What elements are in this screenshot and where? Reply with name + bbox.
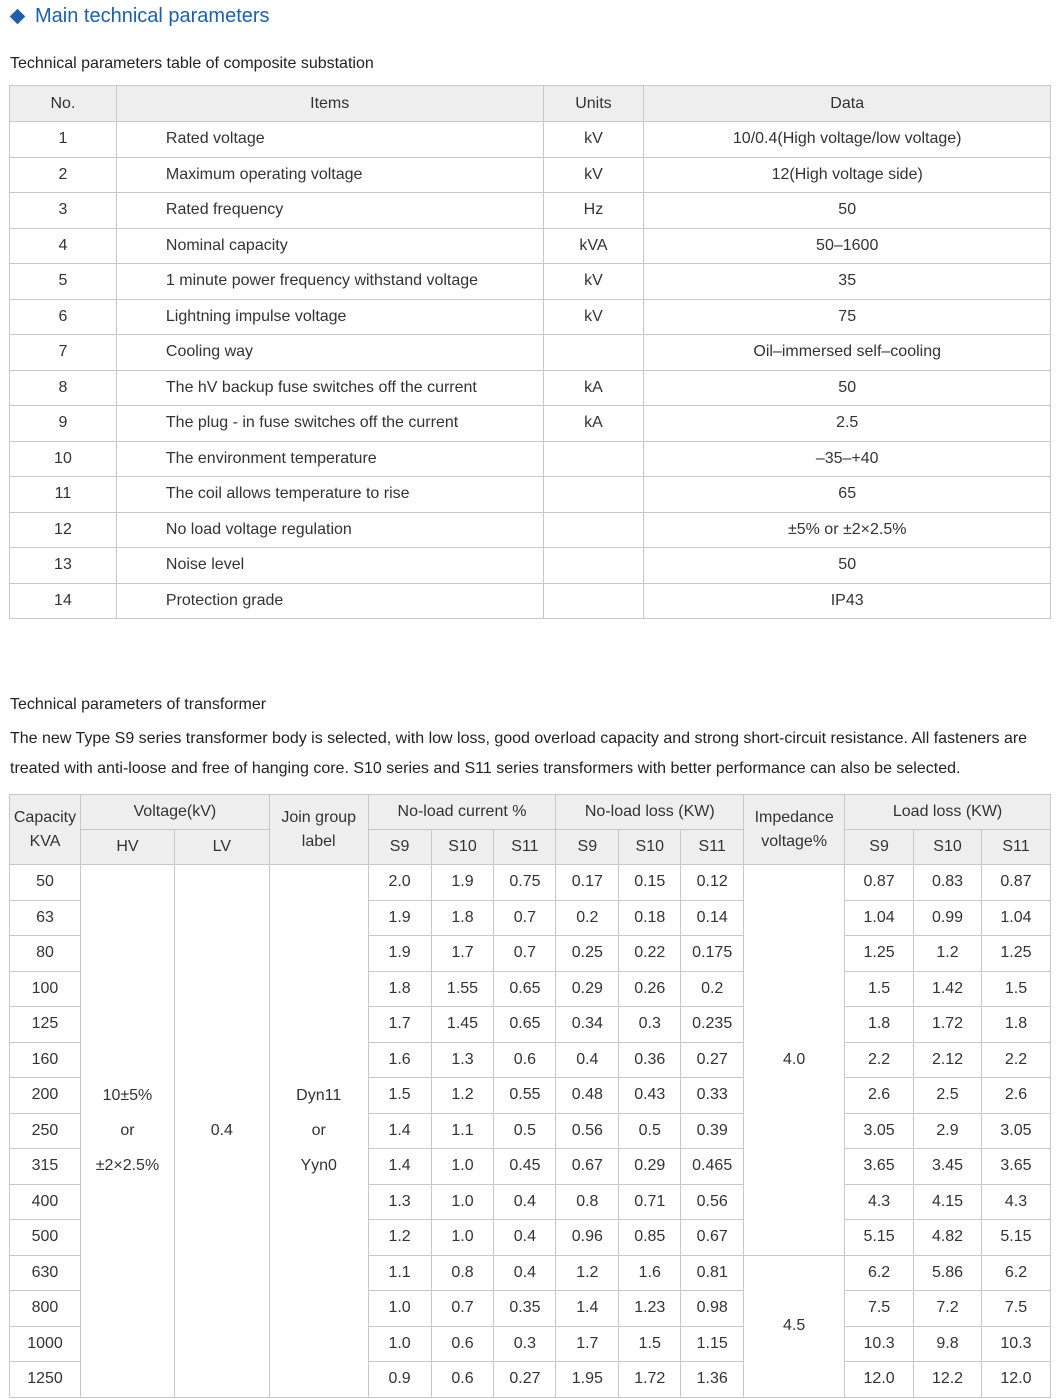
table1-row — [10, 122, 1051, 158]
cell-noload-loss: 0.33 — [681, 1078, 744, 1114]
cell-noload-loss: 0.25 — [556, 936, 619, 972]
cell-noload-current: 1.0 — [431, 1220, 494, 1256]
cell-noload-current: 1.1 — [431, 1113, 494, 1149]
row-no: 5 — [10, 264, 117, 300]
row-unit: kV — [543, 157, 644, 193]
cell-lv-merged: 0.4 — [174, 865, 269, 1398]
hv-value-line: or — [120, 1122, 135, 1140]
cell-capacity: 100 — [10, 971, 81, 1007]
cell-noload-current: 0.65 — [494, 971, 556, 1007]
cell-noload-loss: 0.4 — [556, 1042, 619, 1078]
transformer-parameters-table — [9, 794, 1051, 1398]
cell-load-loss: 3.05 — [981, 1113, 1050, 1149]
cell-load-loss: 4.82 — [914, 1220, 982, 1256]
cell-capacity: 400 — [10, 1184, 81, 1220]
row-no: 11 — [10, 477, 117, 513]
row-item: Noise level — [116, 548, 543, 584]
row-item: Maximum operating voltage — [116, 157, 543, 193]
cell-load-loss: 1.2 — [914, 936, 982, 972]
cell-noload-current: 1.0 — [431, 1184, 494, 1220]
cell-noload-loss: 0.18 — [619, 900, 681, 936]
table2-caption: Technical parameters of transformer — [10, 696, 267, 713]
header-impedance — [744, 795, 845, 865]
row-no: 3 — [10, 193, 117, 229]
cell-load-loss: 3.65 — [981, 1149, 1050, 1185]
header-noload-loss: No-load loss (KW) — [556, 795, 744, 830]
row-no: 14 — [10, 583, 117, 619]
cell-load-loss: 2.2 — [981, 1042, 1050, 1078]
cell-noload-current: 0.9 — [368, 1362, 431, 1398]
cell-load-loss: 6.2 — [981, 1255, 1050, 1291]
cell-noload-current: 2.0 — [368, 865, 431, 901]
header-ll-s10: S10 — [914, 830, 982, 865]
row-no: 7 — [10, 335, 117, 371]
cell-load-loss: 1.25 — [845, 936, 914, 972]
cell-noload-current: 1.7 — [431, 936, 494, 972]
row-data: IP43 — [644, 583, 1051, 619]
row-unit: Hz — [543, 193, 644, 229]
cell-noload-current: 0.75 — [494, 865, 556, 901]
header-hv: HV — [80, 830, 174, 865]
table1-row — [10, 193, 1051, 229]
cell-noload-loss: 0.8 — [556, 1184, 619, 1220]
cell-noload-loss: 0.2 — [556, 900, 619, 936]
cell-load-loss: 12.0 — [981, 1362, 1050, 1398]
cell-load-loss: 6.2 — [845, 1255, 914, 1291]
cell-noload-loss: 0.67 — [556, 1149, 619, 1185]
cell-noload-current: 0.35 — [494, 1291, 556, 1327]
cell-noload-loss: 0.235 — [681, 1007, 744, 1043]
row-data: ±5% or ±2×2.5% — [644, 512, 1051, 548]
row-no: 10 — [10, 441, 117, 477]
cell-noload-current: 0.65 — [494, 1007, 556, 1043]
cell-load-loss: 10.3 — [981, 1326, 1050, 1362]
cell-load-loss: 2.6 — [845, 1078, 914, 1114]
cell-load-loss: 12.0 — [845, 1362, 914, 1398]
cell-noload-loss: 0.98 — [681, 1291, 744, 1327]
header-join-line1: Join group — [281, 808, 357, 826]
substation-parameters-table — [9, 85, 1051, 619]
row-data: 50 — [644, 370, 1051, 406]
cell-load-loss: 2.9 — [914, 1113, 982, 1149]
cell-load-loss: 1.8 — [845, 1007, 914, 1043]
cell-noload-loss: 1.2 — [556, 1255, 619, 1291]
row-no: 9 — [10, 406, 117, 442]
cell-load-loss: 12.2 — [914, 1362, 982, 1398]
cell-noload-loss: 1.95 — [556, 1362, 619, 1398]
cell-capacity: 125 — [10, 1007, 81, 1043]
hv-value-line: ±2×2.5% — [95, 1157, 160, 1175]
cell-noload-current: 1.6 — [368, 1042, 431, 1078]
cell-noload-loss: 0.36 — [619, 1042, 681, 1078]
header-capacity — [10, 795, 81, 865]
header-ll-s9: S9 — [845, 830, 914, 865]
cell-load-loss: 5.86 — [914, 1255, 982, 1291]
table1-row — [10, 583, 1051, 619]
cell-noload-current: 1.5 — [368, 1078, 431, 1114]
cell-load-loss: 0.99 — [914, 900, 982, 936]
cell-noload-current: 0.8 — [431, 1255, 494, 1291]
cell-load-loss: 7.5 — [845, 1291, 914, 1327]
cell-load-loss: 4.3 — [981, 1184, 1050, 1220]
cell-load-loss: 10.3 — [845, 1326, 914, 1362]
row-item: The environment temperature — [116, 441, 543, 477]
table1-row — [10, 370, 1051, 406]
table2-row — [10, 865, 1051, 901]
cell-noload-current: 1.1 — [368, 1255, 431, 1291]
cell-capacity: 200 — [10, 1078, 81, 1114]
row-unit: kVA — [543, 228, 644, 264]
cell-noload-loss: 0.26 — [619, 971, 681, 1007]
table1-row — [10, 157, 1051, 193]
cell-noload-loss: 0.34 — [556, 1007, 619, 1043]
row-item: 1 minute power frequency withstand voltage — [116, 264, 543, 300]
cell-noload-current: 0.4 — [494, 1255, 556, 1291]
cell-capacity: 63 — [10, 900, 81, 936]
section-heading-text: Main technical parameters — [35, 5, 270, 27]
cell-load-loss: 2.2 — [845, 1042, 914, 1078]
row-no: 4 — [10, 228, 117, 264]
cell-noload-loss: 1.4 — [556, 1291, 619, 1327]
row-item: Cooling way — [116, 335, 543, 371]
cell-noload-loss: 0.14 — [681, 900, 744, 936]
cell-load-loss: 2.5 — [914, 1078, 982, 1114]
cell-capacity: 1250 — [10, 1362, 81, 1398]
row-item: The coil allows temperature to rise — [116, 477, 543, 513]
header-capacity-line1: Capacity — [13, 808, 77, 826]
row-data: –35–+40 — [644, 441, 1051, 477]
header-nlc-s11: S11 — [494, 830, 556, 865]
cell-noload-current: 0.3 — [494, 1326, 556, 1362]
table1-row — [10, 335, 1051, 371]
cell-noload-loss: 0.43 — [619, 1078, 681, 1114]
table1-caption: Technical parameters table of composite substation — [10, 55, 374, 72]
cell-noload-loss: 0.39 — [681, 1113, 744, 1149]
hv-value-line: 10±5% — [102, 1087, 153, 1105]
cell-noload-current: 1.4 — [368, 1113, 431, 1149]
header-join-group — [269, 795, 368, 865]
cell-impedance-b: 4.5 — [744, 1255, 845, 1397]
cell-join-merged — [269, 865, 368, 1398]
cell-noload-loss: 1.5 — [619, 1326, 681, 1362]
cell-noload-loss: 0.56 — [556, 1113, 619, 1149]
cell-noload-current: 1.3 — [368, 1184, 431, 1220]
row-unit: kV — [543, 299, 644, 335]
cell-noload-current: 1.45 — [431, 1007, 494, 1043]
cell-load-loss: 7.2 — [914, 1291, 982, 1327]
cell-noload-current: 0.55 — [494, 1078, 556, 1114]
join-value-line: Yyn0 — [300, 1157, 337, 1175]
cell-capacity: 250 — [10, 1113, 81, 1149]
row-unit — [543, 335, 644, 371]
cell-impedance-a: 4.0 — [744, 865, 845, 1256]
cell-noload-loss: 0.15 — [619, 865, 681, 901]
row-unit — [543, 477, 644, 513]
row-item: Nominal capacity — [116, 228, 543, 264]
header-nll-s11: S11 — [681, 830, 744, 865]
header-nlc-s10: S10 — [431, 830, 494, 865]
row-unit — [543, 548, 644, 584]
join-value-line: or — [311, 1122, 326, 1140]
header-join-line2: label — [301, 832, 336, 850]
cell-load-loss: 1.5 — [845, 971, 914, 1007]
cell-noload-loss: 0.175 — [681, 936, 744, 972]
transformer-description: The new Type S9 series transformer body is selected, with low loss, good overload capacity and strong short-circuit resistance. All fasteners are treated with anti-loose and free of hanging core. S10 series and S11 series transformers with better performance can also be selected. — [10, 730, 1028, 777]
table1-row — [10, 406, 1051, 442]
cell-noload-current: 1.9 — [368, 936, 431, 972]
cell-noload-current: 1.4 — [368, 1149, 431, 1185]
cell-noload-current: 1.55 — [431, 971, 494, 1007]
cell-capacity: 160 — [10, 1042, 81, 1078]
cell-noload-loss: 0.96 — [556, 1220, 619, 1256]
row-item: The plug - in fuse switches off the current — [116, 406, 543, 442]
cell-noload-loss: 0.2 — [681, 971, 744, 1007]
cell-noload-current: 0.5 — [494, 1113, 556, 1149]
header-nlc-s9: S9 — [368, 830, 431, 865]
cell-load-loss: 7.5 — [981, 1291, 1050, 1327]
cell-noload-current: 1.7 — [368, 1007, 431, 1043]
cell-load-loss: 4.3 — [845, 1184, 914, 1220]
cell-noload-loss: 1.72 — [619, 1362, 681, 1398]
header-impedance-line1: Impedance — [754, 808, 834, 826]
cell-capacity: 80 — [10, 936, 81, 972]
row-data: 75 — [644, 299, 1051, 335]
row-data: 12(High voltage side) — [644, 157, 1051, 193]
cell-noload-loss: 0.3 — [619, 1007, 681, 1043]
cell-noload-current: 0.27 — [494, 1362, 556, 1398]
row-data: 50 — [644, 548, 1051, 584]
row-item: No load voltage regulation — [116, 512, 543, 548]
diamond-bullet-icon — [10, 9, 26, 25]
cell-load-loss: 5.15 — [845, 1220, 914, 1256]
cell-noload-current: 1.2 — [368, 1220, 431, 1256]
cell-noload-current: 1.0 — [368, 1326, 431, 1362]
cell-capacity: 630 — [10, 1255, 81, 1291]
cell-load-loss: 2.6 — [981, 1078, 1050, 1114]
row-unit: kV — [543, 264, 644, 300]
row-unit — [543, 583, 644, 619]
cell-load-loss: 0.87 — [981, 865, 1050, 901]
table1-row — [10, 441, 1051, 477]
header-nll-s9: S9 — [556, 830, 619, 865]
cell-load-loss: 2.12 — [914, 1042, 982, 1078]
cell-noload-loss: 0.29 — [619, 1149, 681, 1185]
cell-noload-loss: 1.6 — [619, 1255, 681, 1291]
cell-load-loss: 5.15 — [981, 1220, 1050, 1256]
cell-noload-current: 0.7 — [494, 900, 556, 936]
cell-noload-loss: 0.81 — [681, 1255, 744, 1291]
cell-noload-current: 0.4 — [494, 1184, 556, 1220]
cell-load-loss: 0.83 — [914, 865, 982, 901]
row-unit: kA — [543, 370, 644, 406]
cell-noload-loss: 0.27 — [681, 1042, 744, 1078]
row-no: 2 — [10, 157, 117, 193]
cell-noload-current: 1.2 — [431, 1078, 494, 1114]
table1-header-row — [10, 86, 1051, 122]
cell-capacity: 50 — [10, 865, 81, 901]
row-data: 50–1600 — [644, 228, 1051, 264]
cell-load-loss: 1.72 — [914, 1007, 982, 1043]
cell-noload-current: 1.9 — [368, 900, 431, 936]
cell-noload-loss: 0.17 — [556, 865, 619, 901]
cell-noload-current: 1.0 — [368, 1291, 431, 1327]
header-items: Items — [116, 86, 543, 122]
cell-noload-loss: 0.12 — [681, 865, 744, 901]
row-data: Oil–immersed self–cooling — [644, 335, 1051, 371]
cell-noload-current: 1.8 — [431, 900, 494, 936]
table1-row — [10, 512, 1051, 548]
cell-noload-loss: 0.465 — [681, 1149, 744, 1185]
row-unit — [543, 512, 644, 548]
row-item: Lightning impulse voltage — [116, 299, 543, 335]
cell-load-loss: 1.04 — [845, 900, 914, 936]
row-no: 1 — [10, 122, 117, 158]
header-nll-s10: S10 — [619, 830, 681, 865]
cell-capacity: 800 — [10, 1291, 81, 1327]
cell-load-loss: 3.05 — [845, 1113, 914, 1149]
cell-capacity: 1000 — [10, 1326, 81, 1362]
cell-noload-current: 1.8 — [368, 971, 431, 1007]
row-item: Protection grade — [116, 583, 543, 619]
cell-noload-loss: 1.36 — [681, 1362, 744, 1398]
row-data: 35 — [644, 264, 1051, 300]
header-capacity-line2: KVA — [29, 832, 61, 850]
row-no: 13 — [10, 548, 117, 584]
header-data: Data — [644, 86, 1051, 122]
table1-row — [10, 477, 1051, 513]
cell-noload-loss: 0.85 — [619, 1220, 681, 1256]
cell-capacity: 315 — [10, 1149, 81, 1185]
cell-noload-current: 0.7 — [494, 936, 556, 972]
table1-row — [10, 299, 1051, 335]
join-value-line: Dyn11 — [296, 1087, 342, 1105]
cell-noload-current: 0.6 — [431, 1326, 494, 1362]
header-voltage: Voltage(kV) — [80, 795, 269, 830]
table2-header-row-1 — [10, 795, 1051, 830]
cell-load-loss: 4.15 — [914, 1184, 982, 1220]
row-data: 65 — [644, 477, 1051, 513]
row-no: 6 — [10, 299, 117, 335]
cell-load-loss: 0.87 — [845, 865, 914, 901]
cell-hv-merged — [80, 865, 174, 1398]
row-no: 12 — [10, 512, 117, 548]
cell-load-loss: 1.5 — [981, 971, 1050, 1007]
cell-load-loss: 1.8 — [981, 1007, 1050, 1043]
cell-noload-loss: 1.7 — [556, 1326, 619, 1362]
cell-noload-current: 0.6 — [494, 1042, 556, 1078]
cell-noload-loss: 0.5 — [619, 1113, 681, 1149]
table2-header-row-2 — [10, 830, 1051, 865]
cell-load-loss: 9.8 — [914, 1326, 982, 1362]
header-load-loss: Load loss (KW) — [845, 795, 1051, 830]
cell-noload-current: 0.4 — [494, 1220, 556, 1256]
cell-noload-loss: 0.71 — [619, 1184, 681, 1220]
section-heading — [12, 5, 270, 28]
row-item: Rated voltage — [116, 122, 543, 158]
row-item: Rated frequency — [116, 193, 543, 229]
cell-capacity: 500 — [10, 1220, 81, 1256]
cell-noload-loss: 0.29 — [556, 971, 619, 1007]
cell-noload-loss: 0.56 — [681, 1184, 744, 1220]
row-item: The hV backup fuse switches off the current — [116, 370, 543, 406]
header-lv: LV — [174, 830, 269, 865]
cell-noload-current: 0.6 — [431, 1362, 494, 1398]
header-impedance-line2: voltage% — [761, 832, 828, 850]
cell-noload-current: 0.7 — [431, 1291, 494, 1327]
cell-noload-current: 1.9 — [431, 865, 494, 901]
cell-noload-loss: 0.22 — [619, 936, 681, 972]
table1-row — [10, 228, 1051, 264]
row-data: 50 — [644, 193, 1051, 229]
cell-noload-loss: 1.23 — [619, 1291, 681, 1327]
cell-load-loss: 1.42 — [914, 971, 982, 1007]
row-data: 2.5 — [644, 406, 1051, 442]
header-noload-current: No-load current % — [368, 795, 556, 830]
row-unit — [543, 441, 644, 477]
cell-noload-current: 1.3 — [431, 1042, 494, 1078]
row-unit: kA — [543, 406, 644, 442]
cell-noload-loss: 0.48 — [556, 1078, 619, 1114]
table1-row — [10, 264, 1051, 300]
cell-noload-loss: 0.67 — [681, 1220, 744, 1256]
header-ll-s11: S11 — [981, 830, 1050, 865]
cell-noload-current: 1.0 — [431, 1149, 494, 1185]
cell-load-loss: 3.65 — [845, 1149, 914, 1185]
table1-row — [10, 548, 1051, 584]
header-units: Units — [543, 86, 644, 122]
row-no: 8 — [10, 370, 117, 406]
cell-noload-loss: 1.15 — [681, 1326, 744, 1362]
row-unit: kV — [543, 122, 644, 158]
cell-load-loss: 1.04 — [981, 900, 1050, 936]
row-data: 10/0.4(High voltage/low voltage) — [644, 122, 1051, 158]
cell-load-loss: 3.45 — [914, 1149, 982, 1185]
cell-noload-current: 0.45 — [494, 1149, 556, 1185]
cell-load-loss: 1.25 — [981, 936, 1050, 972]
header-no: No. — [10, 86, 117, 122]
